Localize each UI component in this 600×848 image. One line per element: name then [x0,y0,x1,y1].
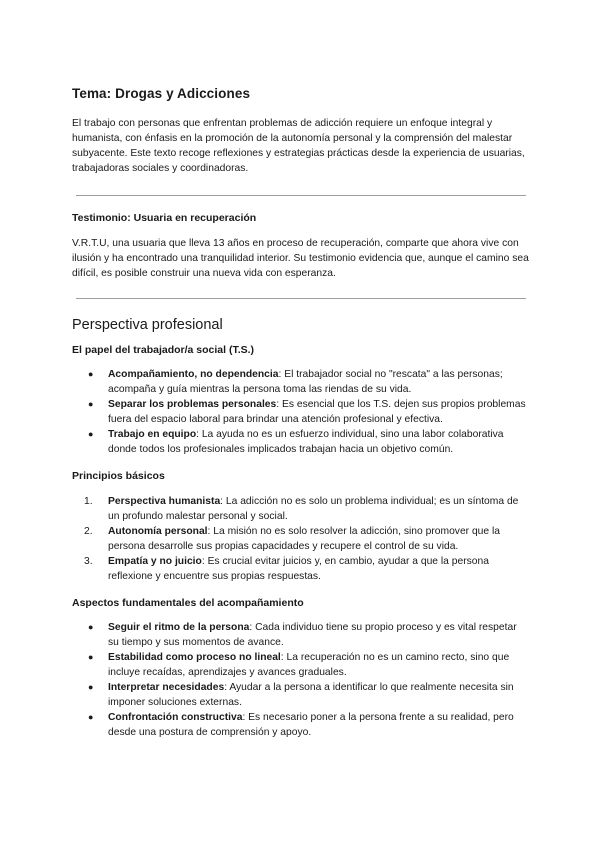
list-item [72,650,530,680]
item-term: Trabajo en equipo [108,429,197,440]
item-text: : La misión no es solo resolver la adicción, sino promover que la persona desarrolle sus propias capacidades y recupere el control de su vida. [108,526,501,552]
section-divider [76,195,526,196]
bullet-marker: ● [88,682,94,692]
item-text: : Cada individuo tiene su propio proceso y es vital respetar su tiempo y sus momentos de avance. [108,622,517,648]
list-item [72,554,530,584]
item-term: Seguir el ritmo de la persona [108,622,250,633]
number-marker: 1. [84,496,93,507]
item-text: : El trabajador social no "rescata" a las personas; acompaña y guía mientras la persona toma las riendas de su vida. [108,369,503,395]
number-marker: 2. [84,526,93,537]
item-term: Autonomía personal [108,526,208,537]
list-item [72,494,530,524]
bullet-marker: ● [88,712,94,722]
bullet-marker: ● [88,369,94,379]
perspectiva-heading: Perspectiva profesional [72,317,223,333]
aspectos-heading: Aspectos fundamentales del acompañamiento [72,597,304,609]
item-term: Interpretar necesidades [108,682,225,693]
item-term: Empatía y no juicio [108,556,202,567]
document-content [72,86,530,740]
item-text: : La recuperación no es un camino recto, sino que incluye recaídas, aprendizajes y avances graduales. [108,652,510,678]
section-divider [76,298,526,299]
intro-paragraph: El trabajo con personas que enfrentan problemas de adicción requiere un enfoque integral y humanista, con énfasis en la promoción de la autonomía personal y la comprensión del malestar subyacente. Este texto recoge reflexiones y estrategias prácticas desde la experiencia de usuarias, trabajadoras sociales y coordinadoras. [72,118,525,174]
papel-heading: El papel del trabajador/a social (T.S.) [72,344,255,356]
bullet-marker: ● [88,652,94,662]
list-item [72,367,530,397]
testimonio-paragraph: V.R.T.U, una usuaria que lleva 13 años en proceso de recuperación, comparte que ahora vive con ilusión y ha encontrado una tranquilidad interior. Su testimonio evidencia que, aunque el camino sea difícil, es posible construir una nueva vida con esperanza. [72,238,529,279]
list-item [72,397,530,427]
bullet-marker: ● [88,429,94,439]
item-text: : Es crucial evitar juicios y, en cambio, ayudar a que la persona reflexione y encuentre sus propias respuestas. [108,556,489,582]
document-title: Tema: Drogas y Adicciones [72,86,251,101]
bullet-marker: ● [88,399,94,409]
list-item [72,680,530,710]
item-text: : Es necesario poner a la persona frente a su realidad, pero desde una postura de comprensión y apoyo. [108,712,514,738]
item-term: Estabilidad como proceso no lineal [108,652,281,663]
list-item [72,710,530,740]
bullet-marker: ● [88,622,94,632]
item-term: Confrontación constructiva [108,712,243,723]
item-term: Separar los problemas personales [108,399,277,410]
list-item [72,427,530,457]
item-text: : Es esencial que los T.S. dejen sus propios problemas fuera del espacio laboral para brindar una atención profesional y efectiva. [108,399,526,425]
number-marker: 3. [84,556,93,567]
testimonio-heading: Testimonio: Usuaria en recuperación [72,212,257,224]
aspectos-list [72,620,530,740]
principios-list [72,494,530,584]
list-item [72,620,530,650]
papel-list [72,367,530,457]
item-text: : La ayuda no es un esfuerzo individual, sino una labor colaborativa donde todos los profesionales implicados trabajan hacia un objetivo común. [108,429,504,455]
item-text: : La adicción no es solo un problema individual; es un síntoma de un profundo malestar personal y social. [108,496,519,522]
item-text: : Ayudar a la persona a identificar lo que realmente necesita sin imponer soluciones externas. [108,682,514,708]
item-term: Acompañamiento, no dependencia [108,369,279,380]
list-item [72,524,530,554]
principios-heading: Principios básicos [72,470,165,482]
item-term: Perspectiva humanista [108,496,221,507]
